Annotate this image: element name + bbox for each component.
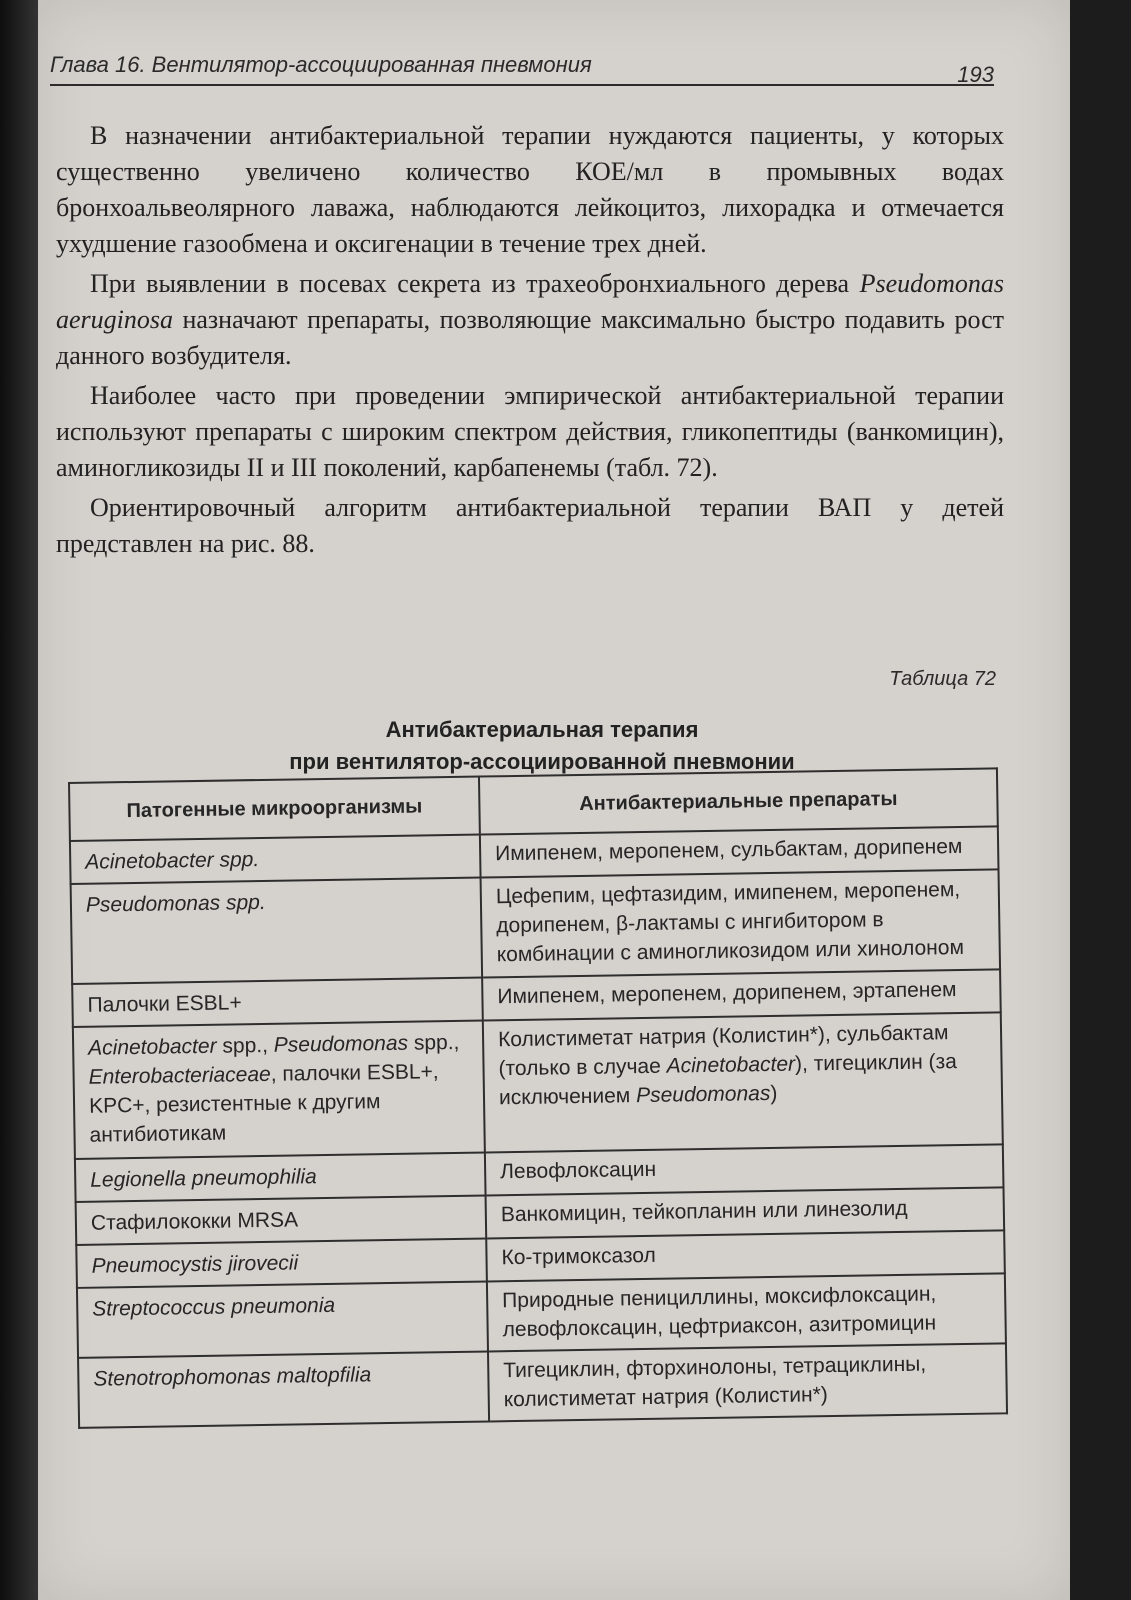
text-span: , палочки ESBL+, KPC+, резистентные к другим антибиотикам — [88, 1060, 439, 1147]
pathogen-cell: Stenotrophomonas maltopfilia — [78, 1351, 489, 1427]
drugs-cell: Природные пенициллины, моксифлоксацин, левофлоксацин, цефтриаксон, азитромицин — [487, 1273, 1006, 1351]
drugs-cell: Имипенем, меропенем, дорипенем, эртапенем — [482, 969, 1001, 1020]
drugs-cell: Ко-тримоксазол — [486, 1230, 1005, 1281]
paragraph-empiric-therapy: Наиболее часто при проведении эмпирической антибактериальной терапии используют препараты с широким спектром действия, гликопептиды (ванкомицин), аминогликозиды II и III поколений, карбапенемы (табл. 72). — [56, 381, 1004, 482]
column-header-pathogens: Патогенные микроорганизмы — [69, 777, 480, 841]
page-number: 193 — [957, 62, 994, 87]
drugs-cell — [483, 1012, 1003, 1152]
pathogen-cell: Legionella pneumophilia — [75, 1152, 486, 1201]
table-row — [73, 1012, 1003, 1159]
pathogen-cell: Streptococcus pneumonia — [77, 1281, 488, 1357]
body-text — [56, 118, 1004, 566]
antibacterial-therapy-table — [68, 767, 1008, 1429]
running-header — [50, 44, 994, 86]
table-number: Таблица 72 — [889, 668, 996, 690]
paragraph-pseudomonas — [56, 266, 1004, 374]
text-span: Acinetobacter — [666, 1052, 796, 1078]
paragraph-indications: В назначении антибактериальной терапии нуждаются пациенты, у которых существенно увеличено количество КОЕ/мл в промывных водах бронхоальвеолярного лаважа, наблюдаются лейкоцитоз, лихорадка и отмечается ухудшение газообмена и оксигенации в течение трех дней. — [56, 121, 1004, 258]
pathogen-cell — [73, 1021, 485, 1159]
text-span: назначают препараты, позволяющие максимально быстро подавить рост данного возбудителя. — [56, 305, 1004, 370]
table-row — [78, 1343, 1007, 1428]
pathogen-cell: Палочки ESBL+ — [72, 978, 483, 1027]
pathogen-cell: Pneumocystis jirovecii — [76, 1238, 487, 1287]
drugs-cell: Тигециклин, фторхинолоны, тетрациклины, колистиметат натрия (Колистин*) — [488, 1343, 1007, 1421]
table-row — [71, 869, 1000, 984]
text-span: spp., — [216, 1033, 274, 1058]
drugs-cell: Цефепим, цефтазидим, имипенем, меропенем, дорипенем, β-лактамы с ингибитором в комбинации с аминогликозидом или хинолоном — [481, 869, 1001, 977]
book-page — [38, 0, 1070, 1600]
table-title-line: при вентилятор-ассоциированной пневмонии — [289, 749, 795, 774]
text-span: Acinetobacter — [88, 1034, 217, 1060]
organism-name: Pseudomonas aeruginosa — [56, 269, 1004, 334]
chapter-title: Глава 16. Вентилятор-ассоциированная пневмония — [50, 52, 592, 77]
drugs-cell: Имипенем, меропенем, сульбактам, дорипенем — [480, 826, 999, 877]
text-span: Колистиметат натрия (Колистин*), сульбактам (только в случае — [497, 1021, 949, 1081]
text-span: При выявлении в посевах секрета из трахеобронхиального дерева — [90, 269, 860, 298]
text-span: ) — [770, 1081, 778, 1106]
text-span: spp., — [407, 1030, 460, 1055]
drugs-cell: Левофлоксацин — [485, 1144, 1004, 1195]
text-span: Pseudomonas — [273, 1031, 409, 1057]
text-span: Enterobacteriaceae — [88, 1062, 271, 1089]
table-title-line: Антибактериальная терапия — [385, 717, 699, 742]
pathogen-cell: Стафилококки MRSA — [76, 1195, 487, 1244]
table-wrapper — [68, 767, 1008, 1429]
pathogen-cell: Pseudomonas spp. — [71, 878, 483, 984]
text-span: ), тигециклин (за исключением — [498, 1050, 958, 1110]
column-header-drugs: Антибактериальные препараты — [479, 768, 998, 834]
paragraph-algorithm: Ориентировочный алгоритм антибактериальной терапии ВАП у детей представлен на рис. 88. — [56, 493, 1004, 558]
page-edge-shadow — [0, 0, 38, 1600]
text-span: Pseudomonas — [635, 1082, 771, 1108]
drugs-cell: Ванкомицин, тейкопланин или линезолид — [486, 1187, 1005, 1238]
pathogen-cell: Acinetobacter spp. — [70, 835, 481, 884]
